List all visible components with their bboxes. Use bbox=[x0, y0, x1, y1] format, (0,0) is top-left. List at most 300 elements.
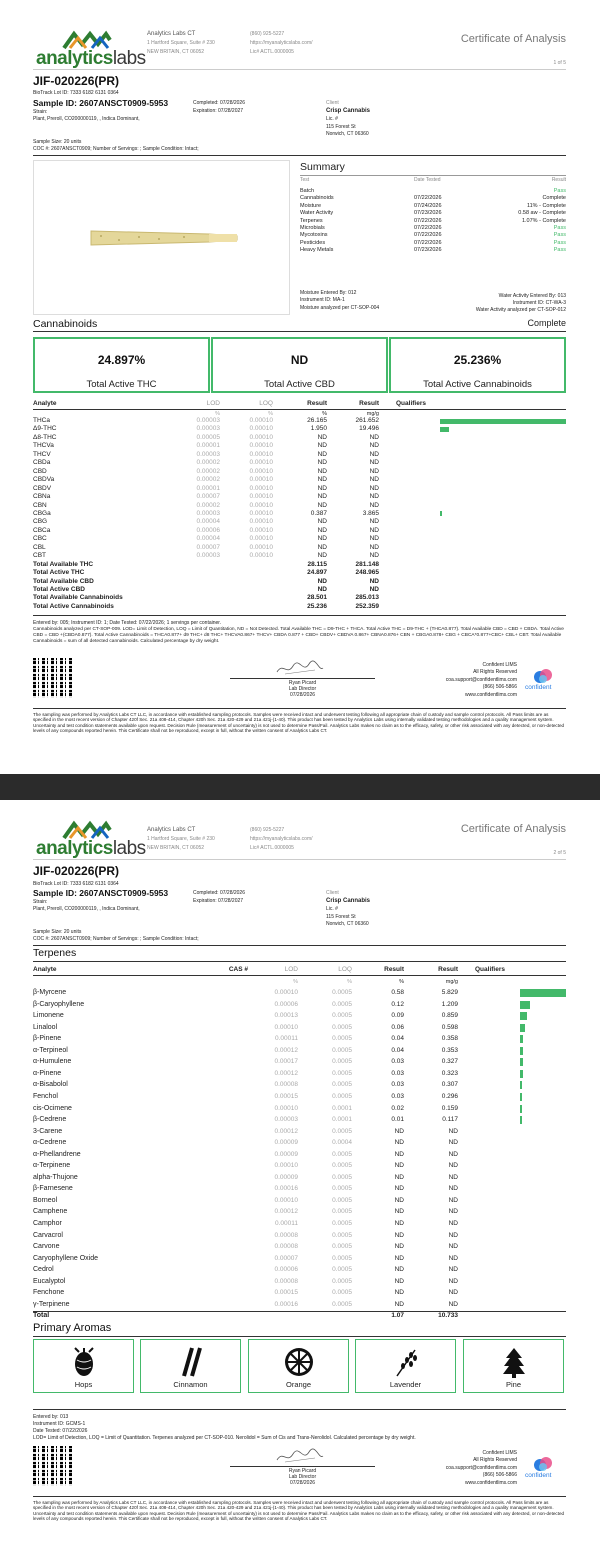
terp-row-lod: 0.00010 bbox=[274, 1104, 298, 1112]
terp-row-result-mg: ND bbox=[448, 1289, 458, 1297]
cann-total-label: Total Active Cannabinoids bbox=[33, 602, 114, 610]
terp-row-result-mg: ND bbox=[448, 1266, 458, 1274]
cann-row-result-pct: 26.165 bbox=[307, 417, 327, 424]
cannabinoids-status: Complete bbox=[527, 318, 566, 328]
terp-row-loq: 0.0005 bbox=[332, 1069, 352, 1077]
terp-row-result-pct: ND bbox=[394, 1139, 404, 1147]
terp-row-lod: 0.00010 bbox=[274, 989, 298, 996]
summary-row-date: 07/23/2026 bbox=[414, 210, 442, 217]
aroma-hops bbox=[33, 1339, 134, 1393]
wa-entered: Water Activity Entered By: 013 bbox=[498, 293, 566, 299]
cann-row-loq: 0.00010 bbox=[249, 450, 273, 458]
terp-row-analyte: Camphor bbox=[33, 1220, 62, 1227]
sample-type: Plant, Preroll, CO200000119, , Indica Dominant, bbox=[33, 116, 140, 122]
terp-row-analyte: α-Bisabolol bbox=[33, 1081, 68, 1089]
total-active-cannabinoids-label: Total Active Cannabinoids bbox=[423, 379, 532, 390]
total-active-cbd-box bbox=[211, 337, 388, 393]
cann-header-result-mg: Result bbox=[359, 400, 379, 407]
terp-row-loq: 0.0005 bbox=[332, 1012, 352, 1020]
terp-row-loq: 0.0005 bbox=[332, 1162, 352, 1170]
terp-row-loq: 0.0005 bbox=[332, 1208, 352, 1216]
terp-row-result-pct: 0.06 bbox=[391, 1023, 404, 1031]
aroma-pine-label: Pine bbox=[505, 1380, 521, 1389]
terp-row-loq: 0.0005 bbox=[332, 1058, 352, 1066]
cann-row-analyte: CBDV bbox=[33, 484, 52, 492]
terp-row-lod: 0.00010 bbox=[274, 1162, 298, 1170]
terp-row-result-pct: ND bbox=[394, 1208, 404, 1216]
summary-row-date: 07/22/2026 bbox=[414, 232, 442, 239]
summary-row-test: Mycotoxins bbox=[300, 232, 328, 239]
terp-row-result-mg: ND bbox=[448, 1173, 458, 1181]
terp-row-loq: 0.0005 bbox=[332, 1127, 352, 1135]
terp-row-analyte: α-Terpineol bbox=[33, 1046, 68, 1054]
cann-row-loq: 0.00010 bbox=[249, 425, 273, 433]
cann-bar bbox=[440, 419, 566, 424]
cann-row-loq: 0.00010 bbox=[249, 467, 273, 475]
summary-header-result: Result bbox=[551, 177, 566, 183]
terp-row-analyte: β-Cedrene bbox=[33, 1116, 67, 1124]
aroma-orange-label: Orange bbox=[285, 1380, 312, 1389]
terp-row-result-mg: ND bbox=[448, 1196, 458, 1204]
cinnamon-icon bbox=[178, 1346, 204, 1378]
client-address-1: 115 Forest St bbox=[326, 124, 356, 130]
terp-row-result-pct: ND bbox=[394, 1185, 404, 1193]
wa-sop: Water Activity analyzed per CT-SOP-012 bbox=[475, 307, 566, 313]
terp-header-cas: CAS # bbox=[228, 966, 248, 973]
analytics-labs-logo-icon bbox=[62, 820, 112, 840]
summary-title: Summary bbox=[300, 161, 345, 173]
cann-row-result-mg: 3.865 bbox=[362, 509, 379, 517]
cann-total-pct: 28.501 bbox=[307, 594, 327, 602]
terp-row-result-mg: 0.859 bbox=[441, 1012, 458, 1020]
terp-row-result-pct: 0.03 bbox=[391, 1058, 404, 1066]
cann-row-result-mg: ND bbox=[369, 543, 379, 551]
terp-row-analyte: Camphene bbox=[33, 1208, 68, 1216]
cann-row-result-pct: ND bbox=[317, 484, 327, 492]
aroma-cinnamon-label: Cinnamon bbox=[173, 1380, 208, 1389]
cann-row-analyte: CBD bbox=[33, 467, 47, 475]
cann-row-analyte: THCVa bbox=[33, 442, 54, 450]
terp-row-result-pct: ND bbox=[394, 1300, 404, 1308]
terp-row-loq: 0.0005 bbox=[332, 1000, 352, 1008]
cann-total-mg: 281.148 bbox=[355, 560, 379, 568]
lims-email[interactable]: coa.support@confidentlims.com bbox=[445, 677, 517, 683]
lab-license: Lic# ACTL.0000005 bbox=[250, 49, 294, 55]
terp-row-lod: 0.00010 bbox=[274, 1196, 298, 1204]
terp-row-result-pct: 0.09 bbox=[391, 1012, 404, 1020]
terp-row-analyte: Cedrol bbox=[33, 1266, 54, 1274]
terp-row-result-pct: ND bbox=[394, 1231, 404, 1239]
summary-row-test: Batch bbox=[300, 188, 315, 194]
cann-row-result-mg: ND bbox=[369, 493, 379, 501]
cann-row-result-mg: 19.496 bbox=[359, 425, 379, 433]
terp-row-result-pct: 0.01 bbox=[391, 1116, 404, 1124]
cannabinoid-entry-notes: Entered by: 005; Instrument ID: 1; Date Tested: 07/22/2026; 1 servings per container. bbox=[33, 620, 222, 626]
terp-row-result-mg: ND bbox=[448, 1185, 458, 1193]
terp-bar bbox=[520, 1035, 523, 1043]
cann-row-lod: 0.00001 bbox=[196, 442, 220, 450]
cann-total-mg: 285.013 bbox=[355, 594, 379, 602]
terp-row-result-pct: ND bbox=[394, 1220, 404, 1227]
lab-website[interactable]: https://myanalyticslabs.com/ bbox=[250, 40, 313, 46]
signer-title: Lab Director bbox=[288, 1474, 317, 1480]
cann-row-loq: 0.00010 bbox=[249, 552, 273, 560]
cann-row-lod: 0.00005 bbox=[196, 433, 220, 441]
lab-name: Analytics Labs CT bbox=[147, 827, 196, 833]
client-name: Crisp Cannabis bbox=[326, 898, 371, 904]
pine-icon bbox=[501, 1346, 527, 1378]
cann-row-analyte: CBDVa bbox=[33, 476, 55, 484]
total-active-thc-box bbox=[33, 337, 210, 393]
moisture-sop: Moisture analyzed per CT-SOP-004 bbox=[300, 305, 380, 311]
terp-header-loq: LOQ bbox=[338, 966, 352, 973]
summary-row-test: Microbials bbox=[300, 225, 325, 231]
terp-row-loq: 0.0005 bbox=[332, 1300, 352, 1308]
page-number: 2 of 5 bbox=[553, 850, 566, 856]
client-address-1: 115 Forest St bbox=[326, 914, 356, 920]
terp-row-result-pct: 0.03 bbox=[391, 1092, 404, 1100]
terp-row-lod: 0.00016 bbox=[274, 1300, 298, 1308]
summary-header-test: Test bbox=[300, 177, 310, 183]
terp-bar bbox=[520, 989, 566, 997]
lab-address-2: NEW BRITAIN, CT 06052 bbox=[147, 845, 205, 851]
cann-row-analyte: CBG bbox=[33, 518, 48, 526]
cann-row-lod: 0.00004 bbox=[196, 518, 220, 526]
summary-row-date: 07/22/2026 bbox=[414, 195, 442, 202]
lab-name: Analytics Labs CT bbox=[147, 31, 196, 37]
terp-row-result-pct: ND bbox=[394, 1254, 404, 1262]
cann-row-result-mg: 261.652 bbox=[355, 417, 379, 424]
cann-row-loq: 0.00010 bbox=[249, 518, 273, 526]
client-name: Crisp Cannabis bbox=[326, 108, 371, 114]
sample-id: Sample ID: 2607ANSCT0909-5953 bbox=[33, 888, 169, 898]
terp-row-lod: 0.00017 bbox=[274, 1058, 298, 1066]
cann-row-loq: 0.00010 bbox=[249, 459, 273, 467]
summary-row-result: 11% - Complete bbox=[526, 202, 566, 209]
terp-row-lod: 0.00012 bbox=[274, 1208, 298, 1216]
cann-row-result-mg: ND bbox=[369, 552, 379, 560]
cann-row-lod: 0.00003 bbox=[196, 552, 220, 560]
terp-bar bbox=[520, 1024, 525, 1032]
terp-row-loq: 0.0005 bbox=[332, 989, 352, 996]
cann-row-analyte: THCV bbox=[33, 450, 51, 458]
cann-total-label: Total Available THC bbox=[33, 560, 94, 568]
cann-total-pct: ND bbox=[317, 577, 327, 585]
terp-row-lod: 0.00016 bbox=[274, 1185, 298, 1193]
terp-row-lod: 0.00007 bbox=[274, 1254, 298, 1262]
completed-date: Completed: 07/28/2026 bbox=[193, 100, 245, 106]
cann-row-analyte: CBT bbox=[33, 552, 46, 560]
qr-code-icon[interactable] bbox=[33, 1446, 73, 1486]
cann-row-analyte: CBDa bbox=[33, 459, 51, 467]
terp-row-loq: 0.0005 bbox=[332, 1277, 352, 1285]
terp-row-loq: 0.0005 bbox=[332, 1220, 352, 1227]
terp-row-result-mg: 0.296 bbox=[441, 1092, 458, 1100]
terp-bar bbox=[520, 1070, 523, 1078]
terpene-instrument: Instrument ID: GCMS-1 bbox=[33, 1421, 86, 1427]
terp-row-analyte: alpha-Thujone bbox=[33, 1173, 78, 1181]
cann-row-loq: 0.00010 bbox=[249, 526, 273, 534]
terp-row-lod: 0.00010 bbox=[274, 1023, 298, 1031]
terp-row-result-pct: ND bbox=[394, 1243, 404, 1251]
logo-wordmark: analyticslabs bbox=[36, 838, 146, 859]
lims-email[interactable]: coa.support@confidentlims.com bbox=[445, 1465, 517, 1471]
terp-row-result-pct: 0.04 bbox=[391, 1046, 404, 1054]
terpenes-title: Terpenes bbox=[33, 947, 77, 959]
cann-row-result-pct: ND bbox=[317, 450, 327, 458]
terp-row-analyte: α-Humulene bbox=[33, 1058, 72, 1066]
cann-row-analyte: CBN bbox=[33, 501, 47, 509]
cann-row-analyte: CBL bbox=[33, 543, 46, 551]
document-title: Certificate of Analysis bbox=[460, 33, 566, 45]
cann-row-loq: 0.00010 bbox=[249, 476, 273, 484]
terp-row-analyte: γ-Terpinene bbox=[33, 1300, 70, 1308]
summary-row-test: Cannabinoids bbox=[300, 195, 334, 202]
expiration-date: Expiration: 07/28/2027 bbox=[193, 898, 244, 904]
terp-row-result-mg: 0.327 bbox=[441, 1058, 458, 1066]
cann-row-lod: 0.00003 bbox=[196, 425, 220, 433]
terp-row-analyte: β-Farnesene bbox=[33, 1185, 73, 1193]
summary-row-test: Heavy Metals bbox=[300, 247, 334, 254]
terp-header-lod: LOD bbox=[284, 966, 298, 973]
job-id: JIF-020226(PR) bbox=[33, 74, 120, 88]
terp-row-result-pct: 0.03 bbox=[391, 1081, 404, 1089]
terp-row-analyte: Eucalyptol bbox=[33, 1277, 66, 1285]
cann-bar bbox=[440, 511, 442, 516]
cann-row-result-mg: ND bbox=[369, 484, 379, 492]
summary-row-result: 1.07% - Complete bbox=[521, 217, 566, 224]
terp-row-result-mg: ND bbox=[448, 1150, 458, 1158]
aroma-hops-label: Hops bbox=[74, 1380, 93, 1389]
logo-wordmark: analyticslabs bbox=[36, 48, 146, 69]
cann-row-analyte: Δ8-THC bbox=[33, 433, 57, 441]
summary-row-test: Water Activity bbox=[300, 210, 334, 217]
lims-website[interactable]: www.confidentlims.com bbox=[465, 692, 517, 698]
cann-total-pct: 24.897 bbox=[307, 569, 327, 577]
cann-row-loq: 0.00010 bbox=[249, 509, 273, 517]
total-active-cannabinoids-value: 25.236% bbox=[453, 353, 502, 367]
terp-row-result-mg: ND bbox=[448, 1127, 458, 1135]
terp-unit: % bbox=[293, 979, 298, 985]
terp-row-analyte: Linalool bbox=[33, 1023, 58, 1031]
terp-unit: % bbox=[399, 979, 404, 985]
terp-row-result-pct: ND bbox=[394, 1162, 404, 1170]
cann-row-loq: 0.00010 bbox=[249, 535, 273, 543]
summary-row-result: Pass bbox=[553, 247, 566, 254]
terp-row-analyte: α-Terpinene bbox=[33, 1162, 71, 1170]
cann-row-result-pct: ND bbox=[317, 467, 327, 475]
terp-row-loq: 0.0005 bbox=[332, 1254, 352, 1262]
terp-row-result-mg: 0.307 bbox=[441, 1081, 458, 1089]
terp-row-analyte: β-Pinene bbox=[33, 1035, 62, 1043]
cann-total-pct: 25.236 bbox=[307, 602, 327, 610]
client-address-2: Norwich, CT 06360 bbox=[326, 921, 369, 927]
terp-row-result-pct: ND bbox=[394, 1150, 404, 1158]
terp-row-lod: 0.00006 bbox=[274, 1266, 298, 1274]
total-active-cannabinoids-box bbox=[389, 337, 566, 393]
total-active-cbd-value: ND bbox=[290, 353, 309, 367]
cann-row-result-pct: ND bbox=[317, 518, 327, 526]
client-license: Lic. # bbox=[326, 116, 338, 122]
cannabinoid-method-notes: Cannabinoids analyzed per CT-SOP-009. LOD= Limit of Detection, LOQ = Limit of Quantitation, ND = Not Detected. Total Available THC = D9-THC + THCA. Total Active THC = D9-THC + (THCA0.877). Total Available CBD = CBD + CBDA. Total Active CBD = CBD +(CBDA0.877). Total Active Cannabinoids = THCA0.877+ d9 THC+ d8 THC+ THCVA0.867+ THCV+ CBDA 0.877 + CBD+ CBDV+ CBDVA 0.867+ CBNA0.876+ CBN + CBGA0.878+ CBG + CBCA*0.877+CBC+ CBL+ CBT. Total Available Cannabinoids = sum of all detected cannabinoids. Calculated percentage by dry weight. bbox=[33, 627, 564, 644]
terp-row-loq: 0.0005 bbox=[332, 1046, 352, 1054]
cann-row-result-pct: 0.387 bbox=[310, 509, 327, 517]
cann-header-result-pct: Result bbox=[307, 400, 327, 407]
terp-header-result-pct: Result bbox=[384, 966, 404, 973]
qr-code-icon[interactable] bbox=[33, 658, 73, 698]
analytics-labs-logo-icon bbox=[62, 30, 112, 50]
lab-website[interactable]: https://myanalyticslabs.com/ bbox=[250, 836, 313, 842]
terp-bar bbox=[520, 1047, 523, 1055]
cann-row-lod: 0.00007 bbox=[196, 543, 220, 551]
terp-row-result-mg: 0.159 bbox=[441, 1104, 458, 1112]
summary-row-result: Pass bbox=[553, 232, 566, 239]
cann-row-result-mg: ND bbox=[369, 476, 379, 484]
terp-row-loq: 0.0005 bbox=[332, 1173, 352, 1181]
coc-info: COC #: 2607ANSCT0909; Number of Servings: ; Sample Condition: Intact; bbox=[33, 936, 199, 942]
terp-row-result-pct: ND bbox=[394, 1277, 404, 1285]
terp-row-loq: 0.0005 bbox=[332, 1243, 352, 1251]
cann-row-result-pct: ND bbox=[317, 476, 327, 484]
terp-row-result-pct: ND bbox=[394, 1266, 404, 1274]
terp-row-result-pct: 0.02 bbox=[391, 1104, 404, 1112]
terp-row-result-pct: ND bbox=[394, 1196, 404, 1204]
coc-info: COC #: 2607ANSCT0909; Number of Servings: ; Sample Condition: Intact; bbox=[33, 146, 199, 152]
terp-row-result-mg: 0.323 bbox=[441, 1069, 458, 1077]
cann-row-lod: 0.00004 bbox=[196, 535, 220, 543]
cann-row-result-mg: ND bbox=[369, 450, 379, 458]
lims-name: Confident LIMS bbox=[482, 1450, 517, 1456]
client-address-2: Norwich, CT 06360 bbox=[326, 131, 369, 137]
terp-bar bbox=[520, 1012, 527, 1020]
lab-address-2: NEW BRITAIN, CT 06052 bbox=[147, 49, 205, 55]
terp-total-mg: 10.733 bbox=[438, 1312, 458, 1320]
terp-row-analyte: Fenchone bbox=[33, 1289, 65, 1297]
terp-header-result-mg: Result bbox=[438, 966, 458, 973]
cann-total-mg: 252.359 bbox=[355, 602, 379, 610]
terp-row-lod: 0.00009 bbox=[274, 1150, 298, 1158]
terp-row-loq: 0.0005 bbox=[332, 1081, 352, 1089]
cann-row-lod: 0.00002 bbox=[196, 467, 220, 475]
summary-row-result: Complete bbox=[542, 195, 566, 202]
cann-header-loq: LOQ bbox=[259, 400, 273, 407]
signed-date: 07/28/2026 bbox=[289, 692, 316, 698]
cann-row-lod: 0.00006 bbox=[196, 526, 220, 534]
cann-unit: mg/g bbox=[366, 411, 379, 417]
terp-row-analyte: Carvone bbox=[33, 1243, 60, 1251]
sample-type: Plant, Preroll, CO200000119, , Indica Dominant, bbox=[33, 906, 140, 912]
lims-website[interactable]: www.confidentlims.com bbox=[465, 1480, 517, 1486]
lavender-icon bbox=[393, 1346, 419, 1378]
cann-header-lod: LOD bbox=[206, 400, 220, 407]
cann-total-pct: 28.115 bbox=[307, 560, 327, 568]
terp-row-loq: 0.0005 bbox=[332, 1266, 352, 1274]
cann-header-analyte: Analyte bbox=[33, 400, 57, 407]
cann-row-analyte: CBCa bbox=[33, 526, 51, 534]
terp-row-loq: 0.0005 bbox=[332, 1092, 352, 1100]
cannabinoids-title: Cannabinoids bbox=[33, 318, 98, 330]
cann-bar bbox=[440, 427, 449, 432]
terp-row-result-mg: ND bbox=[448, 1254, 458, 1262]
summary-row-test: Pesticides bbox=[300, 239, 326, 246]
terp-row-lod: 0.00008 bbox=[274, 1231, 298, 1239]
signer-title: Lab Director bbox=[288, 686, 317, 692]
terp-row-analyte: cis-Ocimene bbox=[33, 1104, 72, 1112]
cann-row-analyte: CBGa bbox=[33, 509, 51, 517]
terp-row-lod: 0.00012 bbox=[274, 1069, 298, 1077]
biotrack-lot-id: BioTrack Lot ID: 7333 6182 6131 0364 bbox=[33, 881, 119, 887]
terp-row-analyte: α-Cedrene bbox=[33, 1139, 67, 1147]
aroma-lavender bbox=[355, 1339, 456, 1393]
terp-row-analyte: Borneol bbox=[33, 1196, 58, 1204]
summary-row-date: 07/24/2026 bbox=[414, 202, 442, 209]
terp-bar bbox=[520, 1058, 523, 1066]
cann-row-result-mg: ND bbox=[369, 518, 379, 526]
terp-row-lod: 0.00012 bbox=[274, 1046, 298, 1054]
lims-phone: (866) 506-5866 bbox=[482, 684, 517, 690]
summary-row-date: 07/22/2026 bbox=[414, 217, 442, 224]
summary-row-result: Pass bbox=[553, 188, 566, 194]
hops-icon bbox=[71, 1346, 97, 1378]
terp-bar bbox=[520, 1116, 522, 1124]
terp-row-analyte: β-Caryophyllene bbox=[33, 1000, 85, 1008]
summary-row-result: 0.58 aw - Complete bbox=[518, 210, 566, 217]
disclaimer: The sampling was performed by Analytics Labs CT LLC, in accordance with established sampling protocols. Samples were received intact and underwent testing following all appropriate chain of custody and sample control protocols. All Pass limits are as specified in the most recent version of Chapter 420f Sec. 21a 408-414, Chapter 420h Sec. 21a 420-429 and 21a 421j-(1-40). This product has been tested by Analytics Labs using internally validated testing methodologies and a quality management system. Uncertainty and test condition statements available upon request. Decision Rule (measurement of uncertainty) is not used to determine Pass/Fail. Analytics Labs makes no claim as to the efficacy, safety, or other risk associated with any detected, or non-detected levels of any compounds reported herein. This Certificate shall not be reproduced, except in full, without the written consent of Analytics Labs CT. bbox=[33, 1500, 565, 1521]
terp-row-analyte: α-Pinene bbox=[33, 1069, 62, 1077]
terp-row-lod: 0.00008 bbox=[274, 1243, 298, 1251]
primary-aromas-title: Primary Aromas bbox=[33, 1322, 112, 1334]
cann-row-result-mg: ND bbox=[369, 526, 379, 534]
sample-size: Sample Size: 20 units bbox=[33, 929, 82, 935]
terp-row-lod: 0.00009 bbox=[274, 1139, 298, 1147]
terp-row-result-mg: 1.209 bbox=[441, 1000, 458, 1008]
terp-row-lod: 0.00013 bbox=[274, 1012, 298, 1020]
coa-page-1 bbox=[0, 0, 600, 774]
cann-row-loq: 0.00010 bbox=[249, 442, 273, 450]
aroma-cinnamon bbox=[140, 1339, 241, 1393]
terp-row-loq: 0.0005 bbox=[332, 1231, 352, 1239]
completed-date: Completed: 07/28/2026 bbox=[193, 890, 245, 896]
terp-row-loq: 0.0005 bbox=[332, 1023, 352, 1031]
terp-total-label: Total bbox=[33, 1312, 50, 1320]
terp-row-lod: 0.00015 bbox=[274, 1092, 298, 1100]
terp-row-loq: 0.0005 bbox=[332, 1035, 352, 1043]
terp-row-result-mg: 5.829 bbox=[441, 989, 458, 996]
cann-row-loq: 0.00010 bbox=[249, 484, 273, 492]
cann-unit: % bbox=[268, 411, 273, 417]
terp-row-analyte: β-Myrcene bbox=[33, 989, 67, 996]
summary-row-date: 07/23/2026 bbox=[414, 247, 442, 254]
cann-row-loq: 0.00010 bbox=[249, 493, 273, 501]
cann-row-result-pct: ND bbox=[317, 459, 327, 467]
lims-phone: (866) 506-5866 bbox=[482, 1472, 517, 1478]
signer-name: Ryan Picard bbox=[288, 1468, 317, 1474]
total-active-cbd-label: Total Active CBD bbox=[264, 379, 335, 390]
terp-row-loq: 0.0005 bbox=[332, 1150, 352, 1158]
moisture-entered: Moisture Entered By: 012 bbox=[300, 290, 357, 296]
terp-row-loq: 0.0004 bbox=[332, 1139, 352, 1147]
document-title: Certificate of Analysis bbox=[460, 823, 566, 835]
summary-row-result: Pass bbox=[553, 239, 566, 246]
terp-row-result-pct: 0.58 bbox=[391, 989, 404, 996]
cann-total-label: Total Active THC bbox=[33, 569, 85, 577]
terp-unit: mg/g bbox=[445, 979, 458, 985]
cann-row-lod: 0.00002 bbox=[196, 501, 220, 509]
signed-date: 07/28/2026 bbox=[289, 1480, 316, 1486]
total-active-thc-label: Total Active THC bbox=[86, 379, 157, 390]
terpene-date-tested: Date Tested: 07/22/2026 bbox=[33, 1428, 88, 1434]
cann-row-result-pct: ND bbox=[317, 442, 327, 450]
